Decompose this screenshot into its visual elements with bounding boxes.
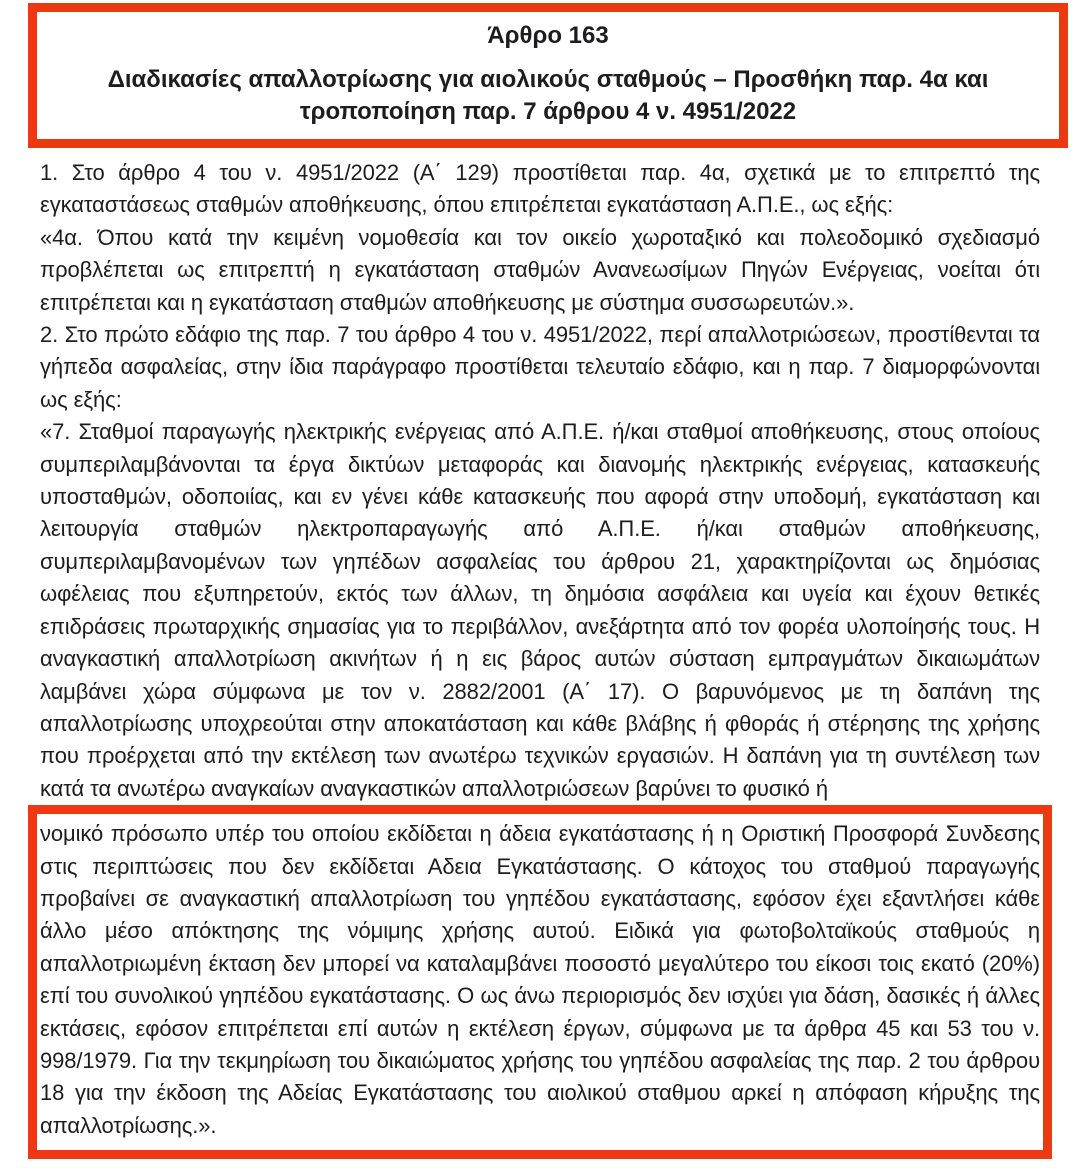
article-body xyxy=(40,157,1040,1159)
article-header-box xyxy=(28,3,1068,148)
article-title: Διαδικασίες απαλλοτρίωσης για αιολικούς σταθμούς – Προσθήκη παρ. 4α και τροποποίηση παρ. 7 άρθρου 4 ν. 4951/2022 xyxy=(107,66,989,125)
article-number: Άρθρο 163 xyxy=(487,22,609,49)
highlighted-passage-text: νομικό πρόσωπο υπέρ του οποίου εκδίδεται η άδεια εγκατάστασης ή η Οριστική Προσφορά Συνδεσης στις περιπτώσεις που δεν εκδίδεται Αδεια Εγκατάστασης. Ο κάτοχος του σταθμού παραγωγής προβαίνει σε αναγκαστική απαλλοτρίωση του γηπέδου εγκατάστασης, εφόσον έχει εξαντλήσει κάθε άλλο μέσο απόκτησης της νόμιμης χρήσης αυτού. Ειδικά για φωτοβολταϊκούς σταθμούς η απαλλοτριωμένη έκταση δεν μπορεί να καταλαμβάνει ποσοστό μεγαλύτερο του είκοσι τοις εκατό (20%) επί του συνολικού γηπέδου εγκατάστασης. Ο ως άνω περιορισμός δεν ισχύει για δάση, δασικές ή άλλες εκτάσεις, εφόσον επιτρέπεται επί αυτών η εκτέλεση έργων, σύμφωνα με τα άρθρα 45 και 53 του ν. 998/1979. Για την τεκμηρίωση του δικαιώματος χρήσης του γηπέδου ασφαλείας της παρ. 2 του άρθρου 18 για την έκδοση της Αδείας Εγκατάστασης του αιολικού σταθμου αρκεί η απόφαση κήρυξης της απαλλοτρίωσης.». xyxy=(40,821,1040,1138)
highlighted-passage-box xyxy=(28,805,1052,1159)
paragraph-2: «4α. Όπου κατά την κειμένη νομοθεσία και τον οικείο χωροταξικό και πολεοδομικό σχεδιασμό προβλέπεται ως επιτρεπτή η εγκατάσταση σταθμών Ανανεωσίμων Πηγών Ενέργειας, νοείται ότι επιτρέπεται και η εγκατάσταση σταθμών αποθήκευσης με σύστημα συσσωρευτών.». xyxy=(40,224,1040,315)
paragraph-3: 2. Στο πρώτο εδάφιο της παρ. 7 του άρθρο 4 του ν. 4951/2022, περί απαλλοτριώσεων, προστίθενται τα γήπεδα ασφαλείας, στην ίδια παράγραφο προστίθεται τελευταίο εδάφιο, και η παρ. 7 διαμορφώνονται ως εξής: xyxy=(40,322,1040,412)
paragraph-4: «7. Σταθμοί παραγωγής ηλεκτρικής ενέργειας από Α.Π.Ε. ή/και σταθμοί αποθήκευσης, στους οποίους συμπεριλαμβάνονται τα έργα δικτύων μεταφοράς και διανομής ηλεκτρικής ενέργειας, κατασκευής υποσταθμών, οδοποιίας, και εν γένει κάθε κατασκευής που αφορά στην υποδομή, εγκατάσταση και λειτουργία σταθμών ηλεκτροπαραγωγής από Α.Π.Ε. ή/και σταθμών αποθήκευσης, συμπεριλαμβανομένων των γηπέδων ασφαλείας του άρθρου 21, χαρακτηρίζονται ως δημόσιας ωφέλειας που εξυπηρετούν, εκτός των άλλων, τη δημόσια ασφάλεια και υγεία και έχουν θετικές επιδράσεις πρωταρχικής σημασίας για το περιβάλλον, ανεξάρτητα από τον φορέα υλοποίησής τους. Η αναγκαστική απαλλοτρίωση ακινήτων ή η εις βάρος αυτών σύσταση εμπραγμάτων δικαιωμάτων λαμβάνει χώρα σύμφωνα με τον ν. 2882/2001 (Α΄ 17). Ο βαρυνόμενος με τη δαπάνη της απαλλοτρίωσης υποχρεούται στην αποκατάσταση και κάθε βλάβης ή φθοράς ή στέρησης της χρήσης που προέρχεται από την εκτέλεση των ανωτέρω τεχνικών εργασιών. Η δαπάνη για τη συντέλεση των κατά τα ανωτέρω αναγκαίων αναγκαστικών απαλλοτριώσεων βαρύνει το φυσικό ή xyxy=(40,419,1040,801)
paragraph-1: 1. Στο άρθρο 4 του ν. 4951/2022 (Α΄ 129) προστίθεται παρ. 4α, σχετικά με το επιτρεπτό της εγκαταστάσεως σταθμών αποθήκευσης, όπου επιτρέπεται εγκατάσταση Α.Π.Ε., ως εξής: xyxy=(40,160,1040,218)
